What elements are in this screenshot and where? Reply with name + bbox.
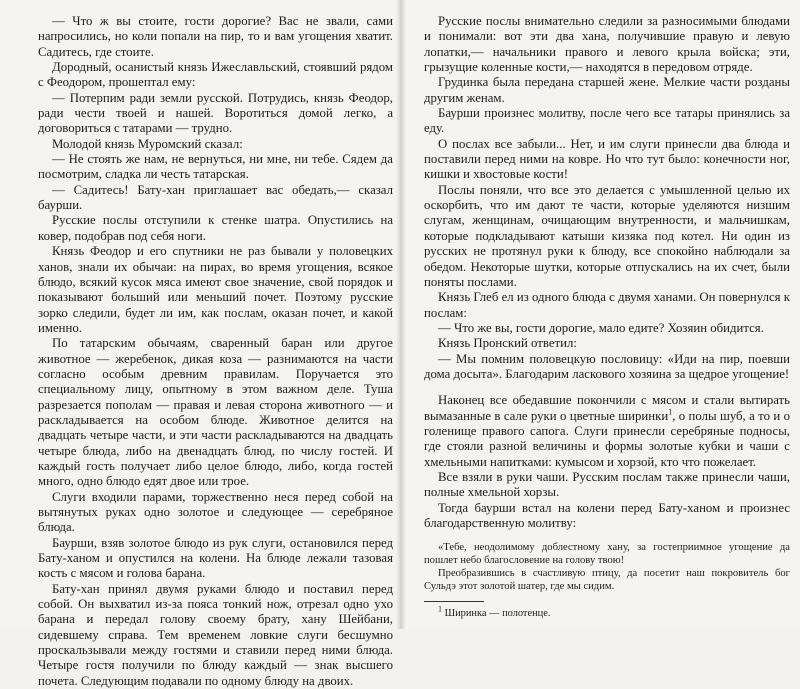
paragraph: — Что же вы, гости дорогие, мало едите? Хозяин обидится. xyxy=(438,320,764,335)
section-gap xyxy=(424,382,790,393)
paragraph: Русские послы отступили к стенке шатра. Опустились на ковер, подобрав под себя ноги. xyxy=(38,213,393,243)
right-page xyxy=(424,12,790,620)
footnote-divider xyxy=(424,601,484,602)
left-page xyxy=(38,12,393,689)
footnote-term: Ширинка xyxy=(444,608,487,620)
paragraph: Баурши произнес молитву, после чего все татары принялись за еду. xyxy=(424,106,790,136)
book-gutter xyxy=(396,0,406,629)
paragraph: По татарским обычаям, сваренный баран или другое животное — жеребенок, дикая коза — разнимаются на части согласно особым древним правилам. Поручается это специальному лицу, опытному в этом важном деле. Туша разрезается пополам — правая и левая сторона животного — и раскладывается на особом блюде. Животное делится на двадцать четыре части, и эти части раскладываются на двадцать четыре блюда, либо на двенадцать блюд, по числу гостей. И каждый гость получает либо целое блюдо, либо, когда гостей много, одно блюдо едят двое или трое. xyxy=(38,336,393,489)
paragraph-text: , о полы шуб, а то и о голенище правого сапога. Слуги принесли серебряные подносы, где стояли разной величины и формы золотые кубки и чаши с хмельными напитками: кумысом и хорзой, кто что пожелает. xyxy=(424,408,790,469)
paragraph: Молодой князь Муромский сказал: xyxy=(52,136,243,151)
footnote-mark: 1 xyxy=(438,604,442,614)
paragraph: О послах все забыли... Нет, и им слуги принесли два блюда и поставили перед ними на ковре. Но что тут было: конечности ног, кишки и хвостовые кости! xyxy=(424,136,790,182)
quote-paragraph: Преобразившись в счастливую птицу, да посетит наш покровитель бог Сульдэ этот золотой шатер, где мы сидим. xyxy=(424,568,790,593)
paragraph: Тогда баурши встал на колени перед Бату-ханом и произнес благодарственную молитву: xyxy=(424,500,790,530)
prayer-quote xyxy=(424,541,790,593)
paragraph: — Что ж вы стоите, гости дорогие? Вас не звали, сами напросились, но коли попали на пир, то и вам угощения хватит. Садитесь, где стоите. xyxy=(38,14,393,59)
footnote xyxy=(424,604,790,620)
paragraph: — Потерпим ради земли русской. Потрудись, князь Феодор, ради чести твоей и нашей. Воротиться домой легко, а договориться с татарами — трудно. xyxy=(38,90,393,136)
quote-paragraph: «Тебе, неодолимому доблестному хану, за гостеприимное угощение да пошлет небо благословение на голову твою! xyxy=(424,542,790,567)
paragraph: Баурши, взяв золотое блюдо из рук слуги, остановился перед Бату-ханом и опустился на колени. На блюде лежали тазовая кость с мясом и голова барана. xyxy=(38,535,393,581)
paragraph: Русские послы внимательно следили за разносимыми блюдами и понимали: вот эти два хана, получившие правую и левую лопатки,— начальники правого и левого крыла войска; эти, грызущие коленные кости,— находятся в передовом отряде. xyxy=(424,14,790,75)
footnote-reference[interactable]: 1 xyxy=(668,407,673,417)
paragraph: Бату-хан принял двумя руками блюдо и поставил перед собой. Он выхватил из-за пояса тонкий нож, отрезал одно ухо барана и передал голову своему брату, хану Шейбани, сидевшему справа. Тем временем ловкие слуги бесшумно проскальзывали между гостями и ставили перед ними блюда. Четыре гостя получили по блюду каждый — знак высшего почета. Следующим подавали по одному блюду на двоих. xyxy=(38,581,393,688)
paragraph: — Садитесь! Бату-хан приглашает вас обедать,— сказал баурши. xyxy=(38,182,393,213)
footnote-text: — полотенце. xyxy=(486,608,551,620)
paragraph-with-footnote xyxy=(424,393,790,470)
paragraph: — Не стоять же нам, не вернуться, ни мне, ни тебе. Сядем да посмотрим, сладка ли честь татарская. xyxy=(38,152,393,182)
paragraph: Все взяли в руки чаши. Русским послам также принесли чаши, полные хмельной хорзы. xyxy=(424,469,790,500)
paragraph: Слуги входили парами, торжественно неся перед собой на вытянутых руках одно золотое и следующее — серебряное блюда. xyxy=(38,489,393,535)
paragraph: — Мы помним половецкую пословицу: «Иди на пир, поевши дома досыта». Благодарим ласкового хозяина за щедрое угощение! xyxy=(424,351,790,381)
paragraph: Князь Глеб ел из одного блюда с двумя ханами. Он повернулся к послам: xyxy=(424,290,790,320)
paragraph: Князь Пронский ответил: xyxy=(438,336,577,351)
paragraph: Дородный, осанистый князь Ижеславльский, стоявший рядом с Феодором, прошептал ему: xyxy=(38,60,393,90)
paragraph-text: Наконец все обедавшие покончили с мясом и стали вытирать вымазанные в сале руки о цветные ширинки xyxy=(424,393,790,423)
paragraph: Князь Феодор и его спутники не раз бывали у половецких ханов, знали их обычаи: на пирах, во время угощения, всякое блюдо, всякий кусок мяса имеют свое значение, свой порядок и показывают больший или меньший почет. Поэтому русские зорко следили, будет ли им, как послам, оказан почет, и какой именно. xyxy=(38,244,393,335)
paragraph: Послы поняли, что все это делается с умышленной целью их оскорбить, что им дают те части, которые уделяются низшим слугам, женщинам, очищающим внутренности, и мальчишкам, которые подкладывают катыши кизяка под котел. Ни один из русских не протянул руки к блюду, все спокойно наблюдали за обедом. Некоторые шутки, которые отпускались на их счет, были поняты послами. xyxy=(424,182,790,289)
paragraph: Грудинка была передана старшей жене. Мелкие части розданы другим женам. xyxy=(424,75,790,105)
